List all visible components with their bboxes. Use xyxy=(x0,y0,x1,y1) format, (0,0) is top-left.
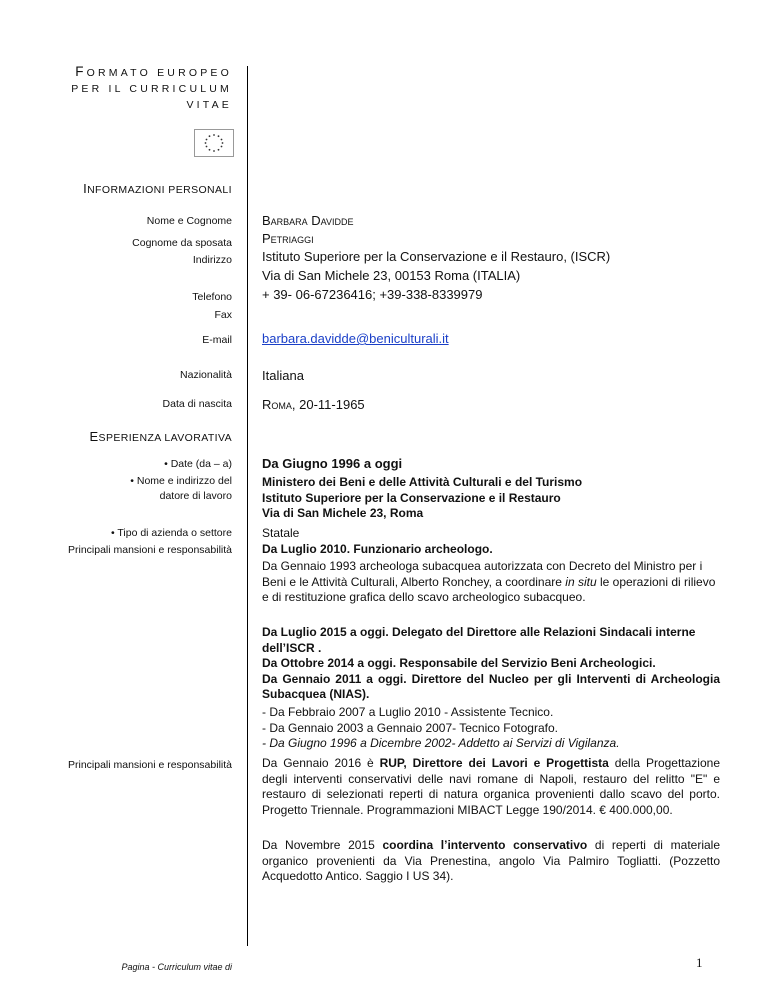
role-head: Da Ottobre 2014 a oggi. Responsabile del Servizio Beni Archeologici. xyxy=(262,656,656,670)
value-role: Da Luglio 2010. Funzionario archeologo. xyxy=(262,542,493,556)
cv-header xyxy=(0,64,232,113)
label-name: Nome e Cognome xyxy=(146,215,232,227)
label-duties: Principali mansioni e responsabilità xyxy=(67,544,232,556)
eu-flag-icon xyxy=(194,129,234,157)
employer-block xyxy=(262,475,720,522)
label-dates: • Date (da – a) xyxy=(164,458,232,470)
paragraph-1: Da Gennaio 1993 archeologa subacquea autorizzata con Decreto del Ministro per i Beni e le Attività Culturali, Alberto Ronchey, a coordinare in situ le operazioni di rilievo e di restituzione grafica dello scavo archeologico subacqueo. xyxy=(262,559,716,604)
label-type: • Tipo di azienda o settore xyxy=(110,527,232,539)
value-birth: Roma, 20-11-1965 xyxy=(262,397,365,412)
page-footer: Pagina - Curriculum vitae di xyxy=(121,962,232,972)
value-phone: + 39- 06-67236416; +39-338-8339979 xyxy=(262,287,483,302)
value-married: Petriaggi xyxy=(262,231,314,246)
vertical-divider xyxy=(247,66,248,946)
role-delegate: Da Luglio 2015 a oggi. Delegato del Direttore alle Relazioni Sindacali interne dell’ISCR . xyxy=(262,625,696,655)
label-address: Indirizzo xyxy=(192,254,232,266)
label-fax: Fax xyxy=(214,309,232,321)
value-address-line-2: Via di San Michele 23, 00153 Roma (ITALIA) xyxy=(262,268,521,283)
role-director: Da Gennaio 2011 a oggi. Direttore del Nucleo per gli Interventi di Archeologia Subacquea (NIAS). xyxy=(262,671,720,701)
email-link[interactable]: barbara.davidde@beniculturali.it xyxy=(262,331,449,346)
section-personal-info: INFORMAZIONI PERSONALI xyxy=(83,181,232,196)
label-married: Cognome da sposata xyxy=(132,237,232,249)
career-list xyxy=(262,705,720,752)
value-nationality: Italiana xyxy=(262,368,304,383)
career-item-3: - Da Giugno 1996 a Dicembre 2002- Addetto ai Servizi di Vigilanza. xyxy=(262,736,620,750)
paragraph-3: Da Novembre 2015 coordina l’intervento conservativo di reperti di materiale organico provenienti da Via Prenestina, angolo Via Palmiro Togliatti. (Pozzetto Acquedotto Antico. Saggio I US 34). xyxy=(262,838,721,883)
label-nationality: Nazionalità xyxy=(180,369,232,381)
header-line-2: PER IL CURRICULUM xyxy=(71,83,232,95)
career-item-1: - Da Febbraio 2007 a Luglio 2010 - Assistente Tecnico. xyxy=(262,705,554,719)
value-address-line-1: Istituto Superiore per la Conservazione e il Restauro, (ISCR) xyxy=(262,249,611,264)
label-birth: Data di nascita xyxy=(162,398,232,410)
paragraph-2: Da Gennaio 2016 è RUP, Direttore dei Lavori e Progettista della Progettazione degli interventi conservativi delle navi romane di Napoli, restauro del relitto "E" e restauro di selezionati reperti di natura organica provenienti dallo scavo del porto. Progetto Triennale. Programmazioni MIBACT Legge 190/2014. € 400.000,00. xyxy=(262,756,720,817)
value-type: Statale xyxy=(262,526,300,540)
roles-block xyxy=(262,625,720,703)
section-work-experience: ESPERIENZA LAVORATIVA xyxy=(89,429,232,444)
employer-line-2: Istituto Superiore per la Conservazione e il Restauro xyxy=(262,490,561,505)
value-name: Barbara Davidde xyxy=(262,213,354,228)
label-phone: Telefono xyxy=(192,291,232,303)
label-employer: • Nome e indirizzo del datore di lavoro xyxy=(130,475,232,502)
value-dates: Da Giugno 1996 a oggi xyxy=(262,456,403,471)
career-item-2: - Da Gennaio 2003 a Gennaio 2007- Tecnico Fotografo. xyxy=(262,720,558,735)
label-email: E-mail xyxy=(202,334,232,346)
page-number: 1 xyxy=(696,955,703,970)
employer-line-3: Via di San Michele 23, Roma xyxy=(262,506,424,520)
label-duties-2: Principali mansioni e responsabilità xyxy=(67,759,232,771)
header-line-3: VITAE xyxy=(186,99,232,111)
employer-line-1: Ministero dei Beni e delle Attività Culturali e del Turismo xyxy=(262,475,583,489)
header-line-1: FORMATO EUROPEO xyxy=(75,64,232,79)
